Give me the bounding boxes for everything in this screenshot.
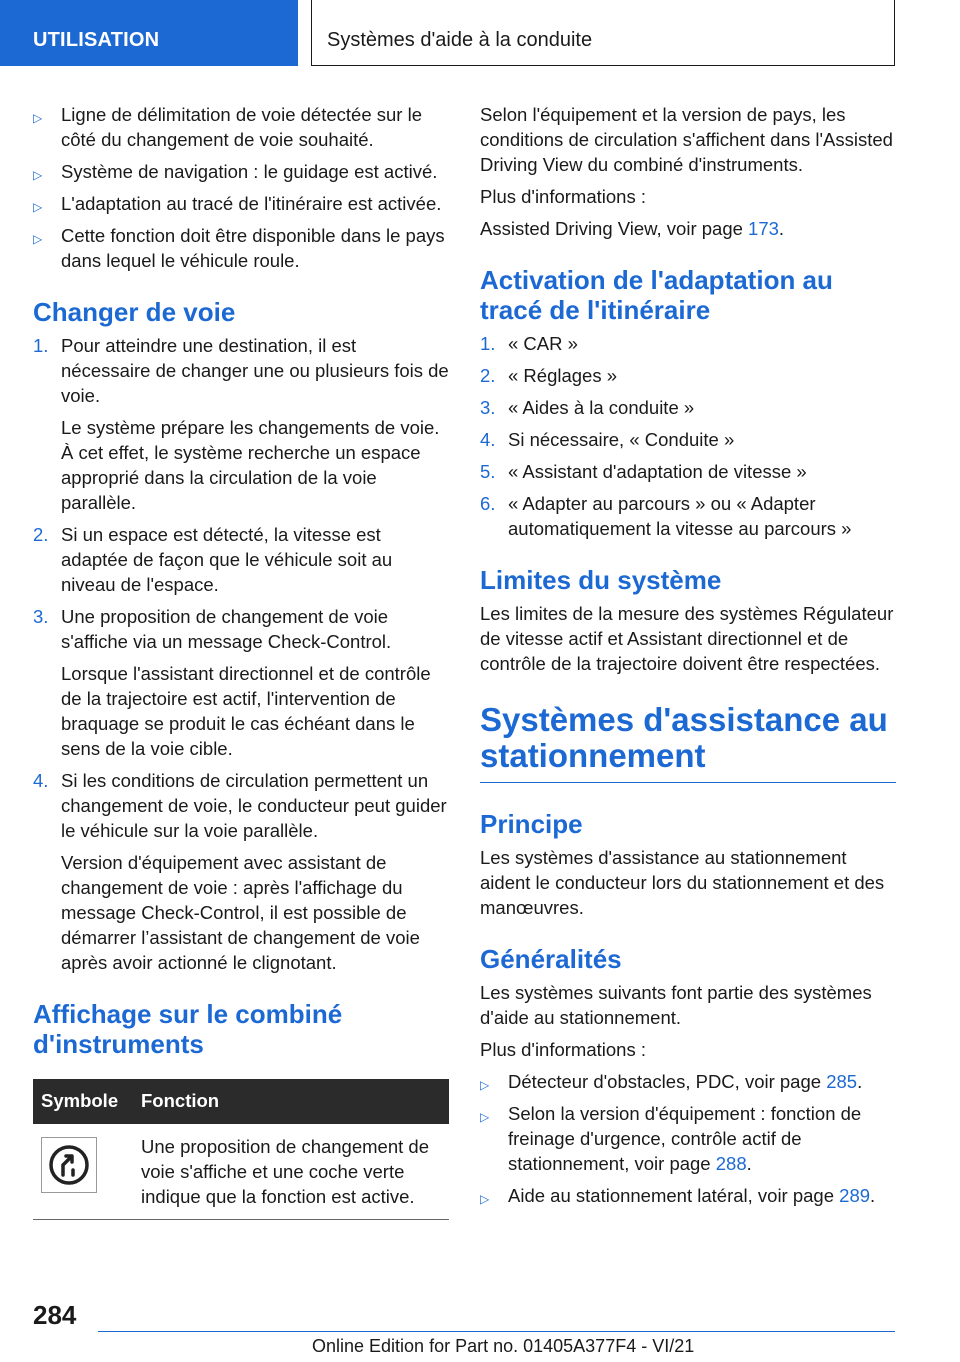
list-item: 4. Si les conditions de circulation permettent un changement de voie, le conducteur peut guider le véhicule sur la voie parallèle. Version d'équipement avec assistant de changement de voie : après l'affichage du message Check-Control, il est possible de démarrer l’assistant de changement de voie après avoir actionné le clignotant. [33, 770, 447, 973]
list-item: 6. « Adapter au parcours » ou « Adapter automatiquement la vitesse au parcours » [480, 493, 852, 539]
more-info-label: Plus d'informations : [480, 186, 646, 207]
lane-change-steps [33, 333, 449, 975]
list-item: 3. « Aides à la conduite » [480, 397, 695, 418]
principle-text: Les systèmes d'assistance au stationnement aident le conducteur lors du stationnement et des manœuvres. [480, 847, 885, 918]
page-link[interactable]: 173 [748, 218, 779, 239]
condition-list [33, 102, 449, 273]
page-link[interactable]: 289 [839, 1185, 871, 1206]
list-item: 1. « CAR » [480, 333, 578, 354]
intro-text: Selon l'équipement et la version de pays, les conditions de circulation s'affichent dans l'Assisted Driving View du combiné d'instruments. [480, 104, 893, 175]
display-heading: Affichage sur le combiné d'instruments [33, 999, 343, 1059]
list-item: ▷ Ligne de délimitation de voie détectée sur le côté du changement de voie souhaité. [33, 104, 422, 150]
list-item: ▷ Détecteur d'obstacles, PDC, voir page 285. [480, 1069, 896, 1094]
right-column [480, 102, 896, 1215]
list-item: ▷ L'adaptation au tracé de l'itinéraire est activée. [33, 191, 449, 216]
lane-change-icon [41, 1137, 97, 1193]
col-function: Fonction [133, 1079, 449, 1124]
triangle-bullet-icon: ▷ [33, 111, 43, 125]
list-item: 2. « Réglages » [480, 365, 618, 386]
limits-heading: Limites du système [480, 565, 722, 595]
triangle-bullet-icon: ▷ [33, 200, 43, 214]
col-symbol: Symbole [33, 1079, 133, 1124]
more-info-label: Plus d'informations : [480, 1039, 646, 1060]
general-text: Les systèmes suivants font partie des systèmes d'aide au stationnement. [480, 982, 872, 1028]
edition-text: Online Edition for Part no. 01405A377F4 - VI/21 [312, 1336, 695, 1356]
adv-reference: Assisted Driving View, voir page 173. [480, 218, 785, 239]
activation-steps [480, 331, 896, 541]
list-item: ▷ Aide au stationnement latéral, voir page 289. [480, 1183, 896, 1208]
triangle-bullet-icon: ▷ [480, 1078, 490, 1092]
chapter-title: Systèmes d'aide à la conduite [311, 0, 895, 66]
parking-system-list [480, 1069, 896, 1208]
symbol-table [33, 1079, 449, 1220]
section-label: UTILISATION [0, 0, 298, 66]
page-link[interactable]: 288 [715, 1153, 747, 1174]
list-item: 5. « Assistant d'adaptation de vitesse » [480, 461, 807, 482]
function-description: Une proposition de changement de voie s'affiche et une coche verte indique que la fonction est active. [133, 1124, 449, 1220]
lane-change-heading: Changer de voie [33, 297, 236, 327]
principle-heading: Principe [480, 809, 583, 839]
general-heading: Généralités [480, 944, 622, 974]
list-item: 2. Si un espace est détecté, la vitesse est adaptée de façon que le véhicule soit au niveau de l'espace. [33, 524, 393, 595]
page-link[interactable]: 285 [826, 1071, 858, 1092]
parking-heading: Systèmes d'assistance au stationnement [480, 702, 896, 783]
table-row [33, 1124, 449, 1220]
list-item: ▷ Cette fonction doit être disponible dans le pays dans lequel le véhicule roule. [33, 225, 445, 271]
triangle-bullet-icon: ▷ [480, 1192, 490, 1206]
page-header [0, 0, 960, 66]
page-number: 284 [33, 1300, 77, 1330]
activation-heading: Activation de l'adaptation au tracé de l'itinéraire [480, 265, 833, 325]
triangle-bullet-icon: ▷ [33, 232, 43, 246]
triangle-bullet-icon: ▷ [33, 168, 43, 182]
list-item: ▷ Système de navigation : le guidage est activé. [33, 159, 449, 184]
list-item: 3. Une proposition de changement de voie s'affiche via un message Check-Control. Lorsque l'assistant directionnel et de contrôle de la trajectoire est actif, l'intervention de braquage se produit le cas échéant dans le sens de la voie cible. [33, 606, 431, 759]
footer-divider [98, 1331, 895, 1332]
list-item: ▷ Selon la version d'équipement : fonction de freinage d'urgence, contrôle actif de stationnement, voir page 288. [480, 1103, 862, 1174]
limits-text: Les limites de la mesure des systèmes Régulateur de vitesse actif et Assistant directionnel et de contrôle de la trajectoire doivent être respectées. [480, 603, 894, 674]
left-column [33, 102, 449, 1220]
list-item: 1. Pour atteindre une destination, il est nécessaire de changer une ou plusieurs fois de voie. Le système prépare les changements de voie. À cet effet, le système recherche un espace approprié dans la circulation de la voie parallèle. [33, 335, 449, 513]
list-item: 4. Si nécessaire, « Conduite » [480, 429, 735, 450]
triangle-bullet-icon: ▷ [480, 1110, 490, 1124]
